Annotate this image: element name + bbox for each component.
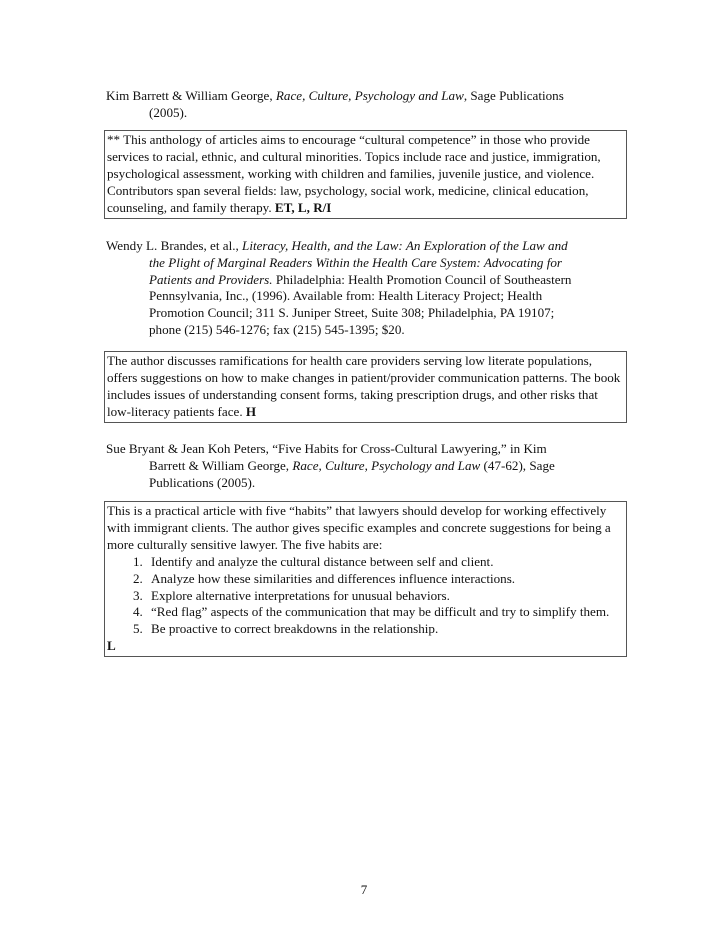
annotation-text: ** This anthology of articles aims to encourage “cultural competence” in those who provide services to racial, ethnic, and cultural minorities. Topics include race and justice, immigration, psychological assessment, working with children and families, juvenile justice, and violence. Contributors span several fields: law, psychology, social work, medicine, clinical education, counseling, and family therapy. xyxy=(107,132,601,215)
citation-publisher-line: Pennsylvania, Inc., (1996). Available from: Health Literacy Project; Health xyxy=(149,288,543,304)
list-text: Explore alternative interpretations for unusual behaviors. xyxy=(151,587,450,603)
list-item xyxy=(107,588,625,605)
citation-pages: (47-62), Sage xyxy=(483,457,555,473)
list-number: 1. xyxy=(133,553,143,569)
annotation-box-bryant-peters xyxy=(104,501,627,657)
list-number: 2. xyxy=(133,570,143,586)
list-text: Identify and analyze the cultural distance between self and client. xyxy=(151,553,494,569)
habits-list xyxy=(107,554,625,639)
annotation-text: The author discusses ramifications for health care providers serving low literate populations, offers suggestions on how to make changes in patient/provider communication patterns. The book includes issues of understanding consent forms, taking prescription drugs, and other risks that low-literacy patients face. xyxy=(107,353,621,419)
citation-authors-title: Sue Bryant & Jean Koh Peters, “Five Habits for Cross-Cultural Lawyering,” in Kim xyxy=(106,441,547,456)
list-number: 4. xyxy=(133,604,143,620)
subject-codes: L xyxy=(107,638,116,654)
citation-publisher: Philadelphia: Health Promotion Council of Southeastern xyxy=(275,271,572,287)
annotation-box-brandes xyxy=(104,351,627,423)
subject-codes: ET, L, R/I xyxy=(274,199,332,215)
list-text: Be proactive to correct breakdowns in the relationship. xyxy=(151,621,439,637)
list-number: 5. xyxy=(133,621,143,637)
citation-brandes xyxy=(106,238,626,339)
citation-title: Race, Culture, Psychology and Law xyxy=(275,88,464,103)
annotation-text: This is a practical article with five “habits” that lawyers should develop for working effectively with immigrant clients. The author gives specific examples and concrete suggestions for being a more culturally sensitive lawyer. The five habits are: xyxy=(107,503,611,552)
list-item xyxy=(107,571,625,588)
subject-codes: H xyxy=(245,403,257,419)
citation-publisher: , Sage Publications xyxy=(463,88,564,103)
citation-publisher: Publications (2005). xyxy=(149,474,256,490)
citation-title: Literacy, Health, and the Law: An Exploration of the Law and xyxy=(242,238,568,253)
citation-authors: Kim Barrett & William George, xyxy=(106,88,273,103)
citation-editors: Barrett & William George, xyxy=(149,457,290,473)
citation-bryant-peters xyxy=(106,441,626,491)
citation-year: (2005). xyxy=(149,104,188,120)
citation-title-line: the Plight of Marginal Readers Within the Health Care System: Advocating for xyxy=(149,254,563,270)
citation-authors: Wendy L. Brandes, et al., xyxy=(106,238,239,253)
list-number: 3. xyxy=(133,587,143,603)
page-number: 7 xyxy=(360,882,368,897)
list-item xyxy=(107,604,625,621)
citation-barrett-george xyxy=(106,88,626,122)
list-item xyxy=(107,621,625,638)
citation-book-title: Race, Culture, Psychology and Law xyxy=(292,457,481,473)
list-item xyxy=(107,554,625,571)
annotation-box-barrett-george xyxy=(104,130,627,219)
citation-contact: phone (215) 546-1276; fax (215) 545-1395; $20. xyxy=(149,321,405,337)
citation-address: Promotion Council; 311 S. Juniper Street, Suite 308; Philadelphia, PA 19107; xyxy=(149,305,555,321)
citation-title-line: Patients and Providers. xyxy=(149,271,273,287)
list-text: “Red flag” aspects of the communication that may be difficult and try to simplify them. xyxy=(151,604,610,620)
list-text: Analyze how these similarities and differences influence interactions. xyxy=(151,570,516,586)
